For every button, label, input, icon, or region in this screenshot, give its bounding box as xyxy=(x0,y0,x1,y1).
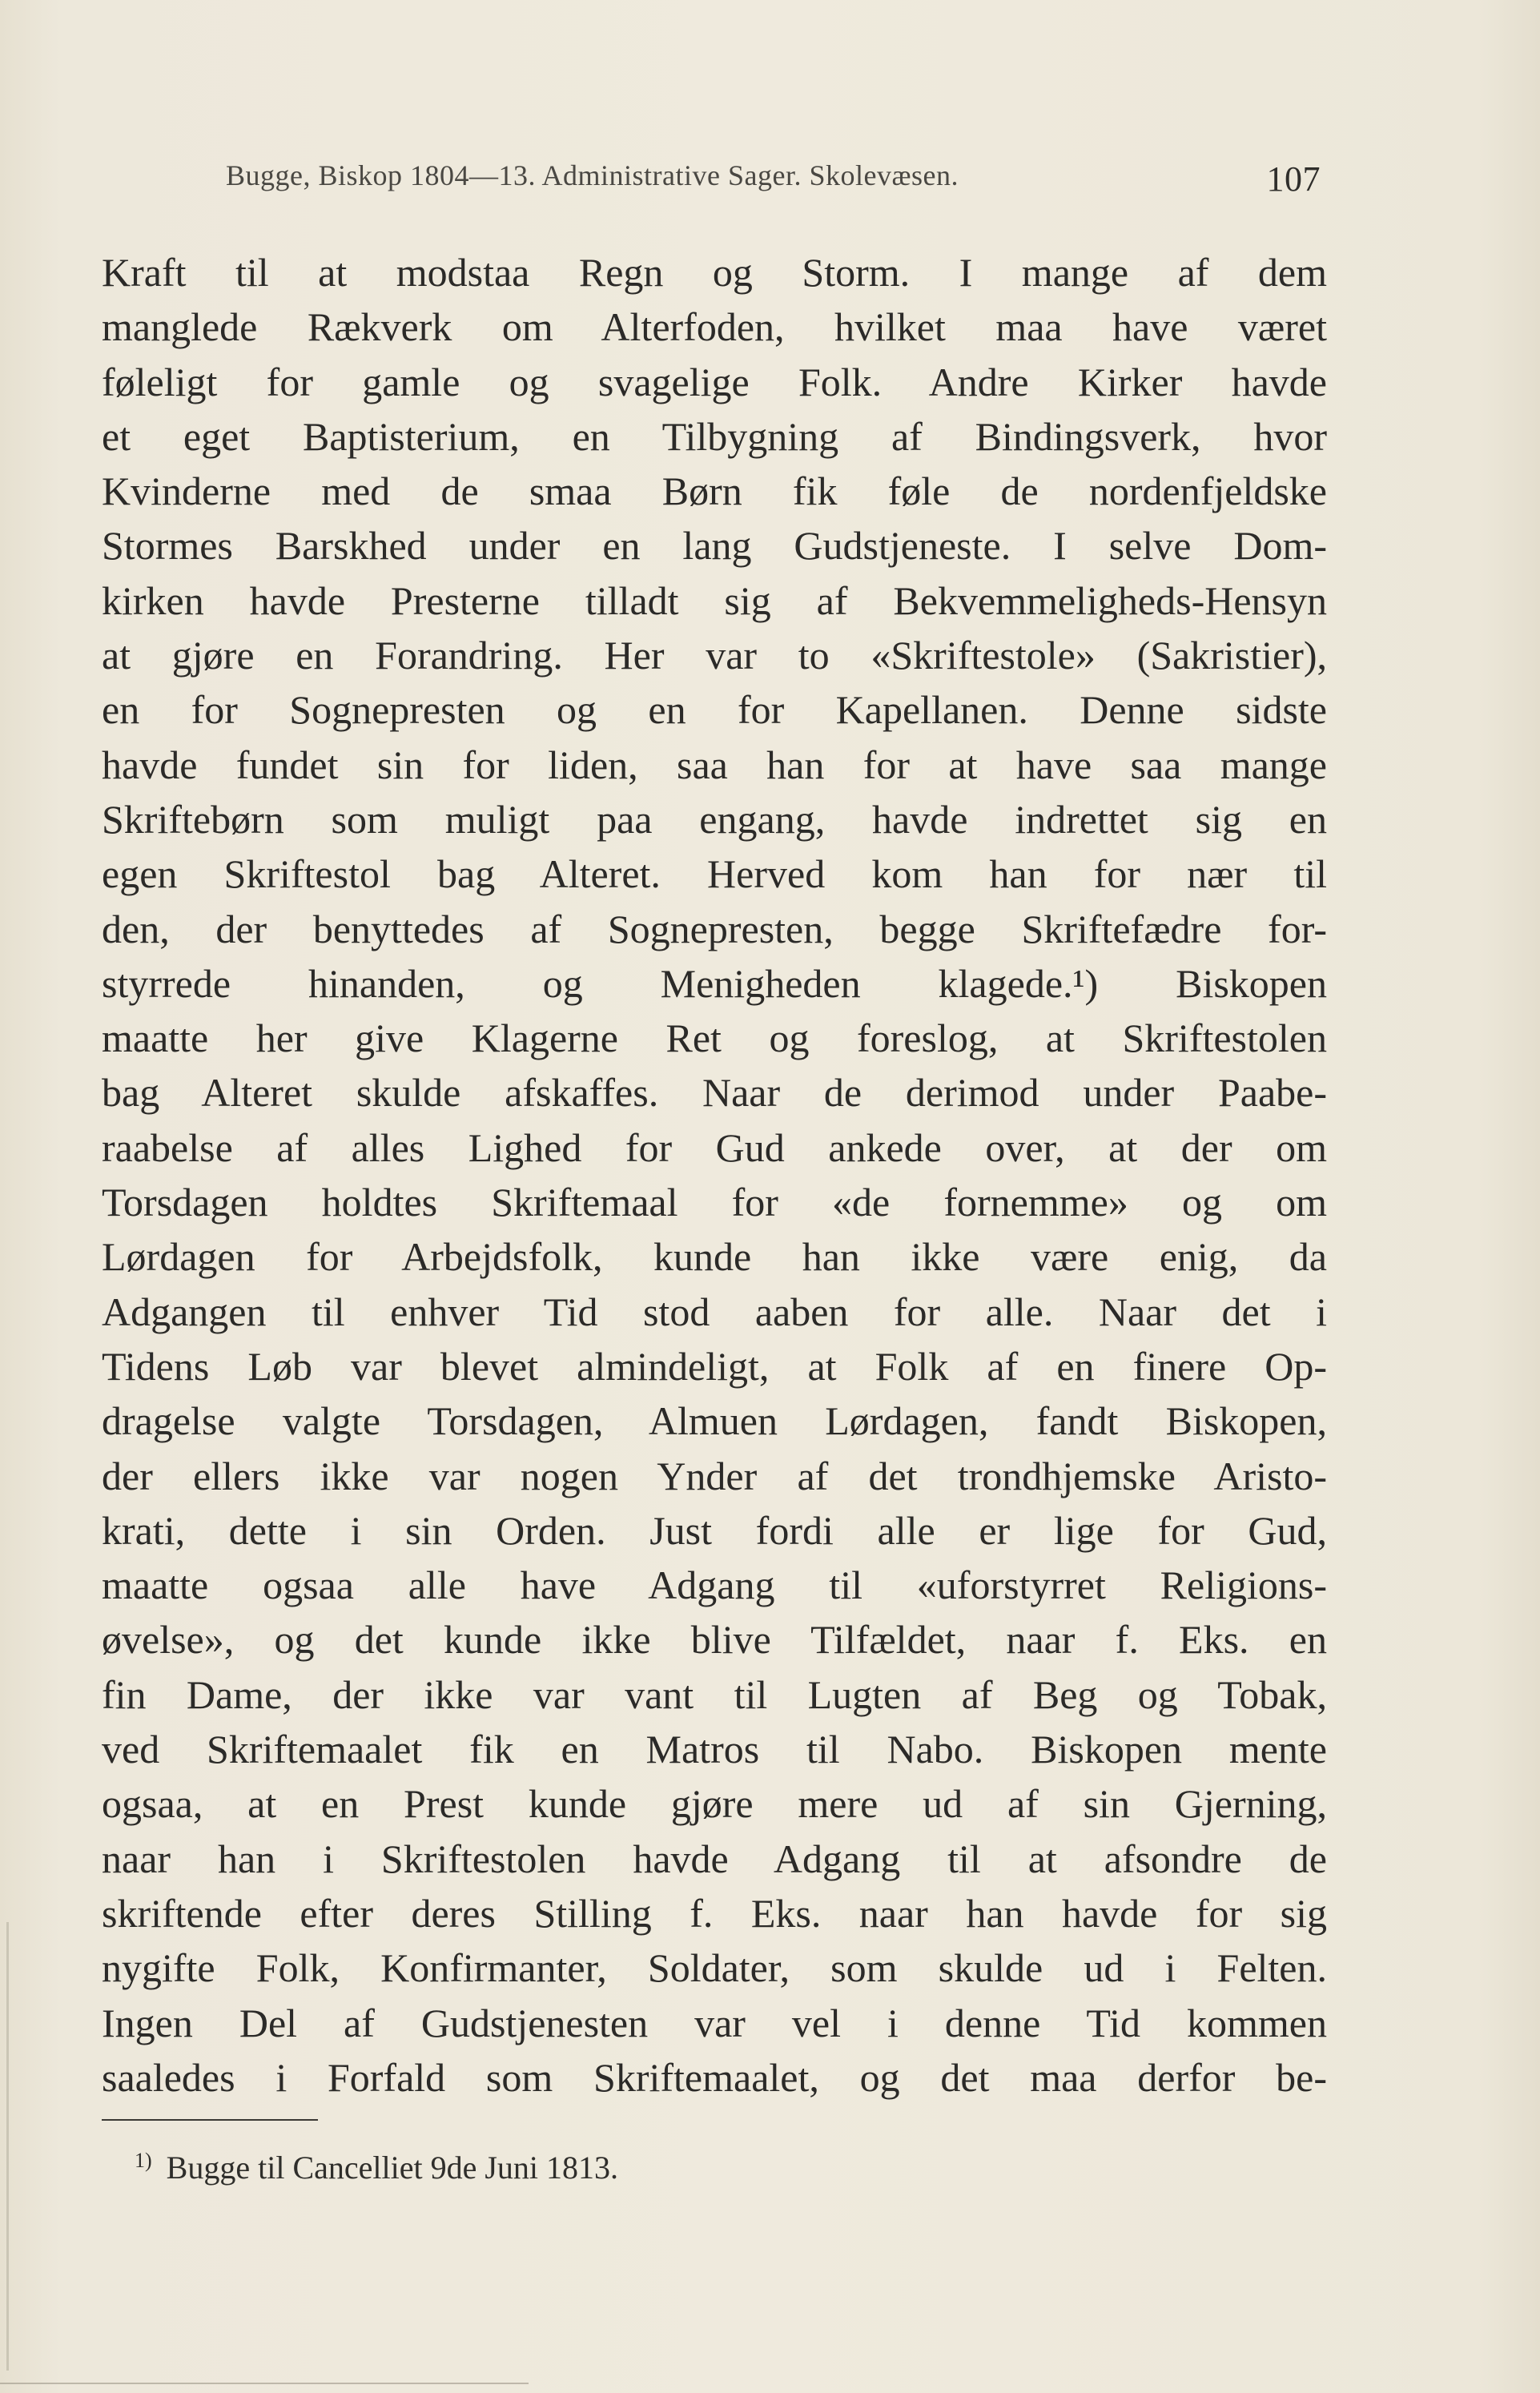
page-edge-shadow xyxy=(6,1922,9,2371)
running-title: Bugge, Biskop 1804—13. Administrative Sager. Skolevæsen. xyxy=(226,159,959,191)
text-line: naar han i Skriftestolen havde Adgang til at afsondre de xyxy=(102,1836,1327,1881)
text-line: kirken havde Presterne tilladt sig af Bekvemmeligheds-Hensyn xyxy=(102,577,1327,623)
text-line: et eget Baptisterium, en Tilbygning af Bindingsverk, hvor xyxy=(102,413,1327,459)
text-line: raabelse af alles Lighed for Gud ankede over, at der om xyxy=(102,1124,1327,1170)
page-bottom-edge xyxy=(0,2383,529,2384)
text-line: en for Sognepresten og en for Kapellanen. Denne sidste xyxy=(102,687,1327,733)
text-line: Adgangen til enhver Tid stod aaben for alle. Naar det i xyxy=(102,1289,1327,1334)
text-line: der ellers ikke var nogen Ynder af det trondhjemske Aristo- xyxy=(102,1453,1327,1498)
text-line: Tidens Løb var blevet almindeligt, at Folk af en finere Op- xyxy=(102,1343,1327,1389)
text-line: saaledes i Forfald som Skriftemaalet, og det maa derfor be- xyxy=(102,2054,1327,2100)
text-line: egen Skriftestol bag Alteret. Herved kom han for nær til xyxy=(102,851,1327,897)
page-header xyxy=(226,159,1347,207)
text-line: manglede Rækverk om Alterfoden, hvilket maa have været xyxy=(102,304,1327,350)
text-line: bag Alteret skulde afskaffes. Naar de derimod under Paabe- xyxy=(102,1070,1327,1116)
text-line: føleligt for gamle og svagelige Folk. Andre Kirker havde xyxy=(102,359,1327,404)
text-line: Ingen Del af Gudstjenesten var vel i denne Tid kommen xyxy=(102,2000,1327,2045)
text-line: skriftende efter deres Stilling f. Eks. naar han havde for sig xyxy=(102,1890,1327,1936)
footnote-marker: 1) xyxy=(135,2149,152,2172)
text-line: Lørdagen for Arbejdsfolk, kunde han ikke være enig, da xyxy=(102,1234,1327,1280)
text-line: øvelse», og det kunde ikke blive Tilfældet, naar f. Eks. en xyxy=(102,1617,1327,1663)
text-line: havde fundet sin for liden, saa han for at have saa mange xyxy=(102,742,1327,787)
text-line: den, der benyttedes af Sognepresten, begge Skriftefædre for- xyxy=(102,906,1327,951)
footnote-rule xyxy=(102,2119,318,2121)
text-line: Kvinderne med de smaa Børn fik føle de nordenfjeldske xyxy=(102,469,1327,514)
text-line: Skriftebørn som muligt paa engang, havde indrettet sig en xyxy=(102,796,1327,842)
text-line: Kraft til at modstaa Regn og Storm. I mange af dem xyxy=(102,250,1327,295)
text-line: fin Dame, der ikke var vant til Lugten af Beg og Tobak, xyxy=(102,1671,1327,1717)
text-line: krati, dette i sin Orden. Just fordi alle er lige for Gud, xyxy=(102,1507,1327,1553)
body-text xyxy=(102,245,1327,2105)
footnote-text: Bugge til Cancelliet 9de Juni 1813. xyxy=(166,2150,619,2186)
text-line: maatte her give Klagerne Ret og foreslog, at Skriftestolen xyxy=(102,1016,1327,1061)
page-number: 107 xyxy=(1266,159,1321,199)
text-line: dragelse valgte Torsdagen, Almuen Lørdagen, fandt Biskopen, xyxy=(102,1398,1327,1444)
text-line: maatte ogsaa alle have Adgang til «uforstyrret Religions- xyxy=(102,1562,1327,1608)
footnote xyxy=(135,2149,618,2186)
text-line: ved Skriftemaalet fik en Matros til Nabo. Biskopen mente xyxy=(102,1727,1327,1772)
text-line: styrrede hinanden, og Menigheden klagede.¹) Biskopen xyxy=(102,960,1327,1006)
text-line: Stormes Barskhed under en lang Gudstjeneste. I selve Dom- xyxy=(102,523,1327,569)
text-line: Torsdagen holdtes Skriftemaal for «de fornemme» og om xyxy=(102,1180,1327,1225)
text-line: at gjøre en Forandring. Her var to «Skriftestole» (Sakristier), xyxy=(102,633,1327,678)
text-line: ogsaa, at en Prest kunde gjøre mere ud af sin Gjerning, xyxy=(102,1781,1327,1827)
text-line: nygifte Folk, Konfirmanter, Soldater, som skulde ud i Felten. xyxy=(102,1945,1327,1991)
